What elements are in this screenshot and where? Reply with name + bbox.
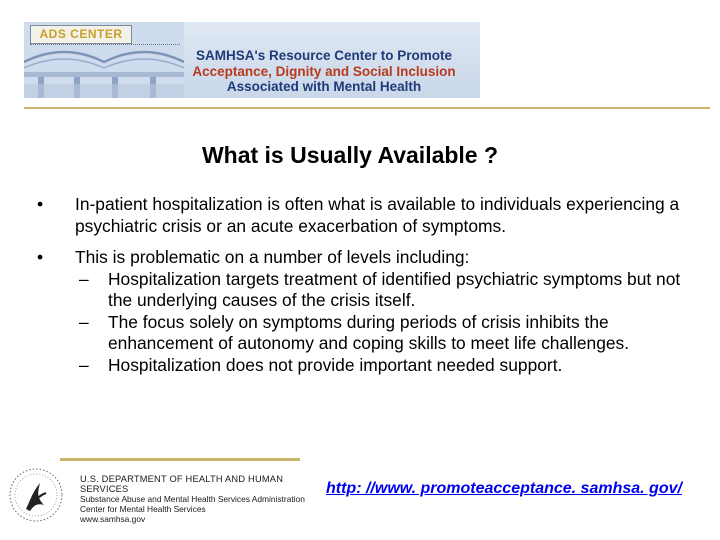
sub-bullet-text: Hospitalization does not provide important needed support.	[108, 354, 563, 375]
bullet-list	[30, 194, 690, 376]
header-banner	[24, 22, 480, 98]
sub-bullet-marker: –	[79, 268, 89, 289]
hhs-agency-text	[80, 474, 310, 524]
sub-bullet-item	[30, 269, 690, 312]
hhs-line-4: www.samhsa.gov	[80, 514, 146, 524]
slide-title: What is Usually Available ?	[201, 142, 499, 168]
banner-line-1: SAMHSA's Resource Center to Promote	[195, 48, 452, 63]
bullet-text: In-patient hospitalization is often what is available to individuals experiencing a psychiatric crisis or an acute exacerbation of symptoms.	[75, 194, 680, 236]
banner-line-2: Acceptance, Dignity and Social Inclusion	[192, 63, 456, 79]
bullet-item	[30, 247, 690, 269]
hhs-line-1: U.S. DEPARTMENT OF HEALTH AND HUMAN SERVICES	[80, 474, 284, 494]
banner-text	[174, 48, 474, 95]
bullet-marker: •	[36, 194, 44, 214]
logo-divider	[30, 44, 180, 47]
sub-bullet-text: The focus solely on symptoms during periods of crisis inhibits the enhancement of autonomy and coping skills to meet life challenges.	[108, 311, 630, 353]
hhs-line-2: Substance Abuse and Mental Health Services Administration	[80, 494, 305, 504]
header-divider	[24, 107, 710, 109]
sub-bullet-item	[30, 355, 690, 377]
ads-center-logo: ADS CENTER	[30, 25, 132, 44]
bullet-marker: •	[36, 247, 44, 267]
sub-bullet-item	[30, 312, 690, 355]
bullet-text: This is problematic on a number of levels including:	[75, 247, 470, 267]
sub-bullet-marker: –	[79, 311, 89, 332]
bullet-item	[30, 194, 690, 237]
sub-bullet-text: Hospitalization targets treatment of identified psychiatric symptoms but not the underlying causes of the crisis itself.	[108, 268, 681, 310]
promote-acceptance-link[interactable]: http: //www. promoteacceptance. samhsa. gov/	[326, 480, 682, 497]
sub-bullet-marker: –	[79, 354, 89, 375]
footer-divider	[60, 458, 300, 461]
hhs-line-3: Center for Mental Health Services	[80, 504, 206, 514]
banner-line-3: Associated with Mental Health	[226, 79, 422, 94]
hhs-eagle-logo-icon	[6, 465, 66, 525]
sub-bullet-list	[30, 269, 690, 377]
